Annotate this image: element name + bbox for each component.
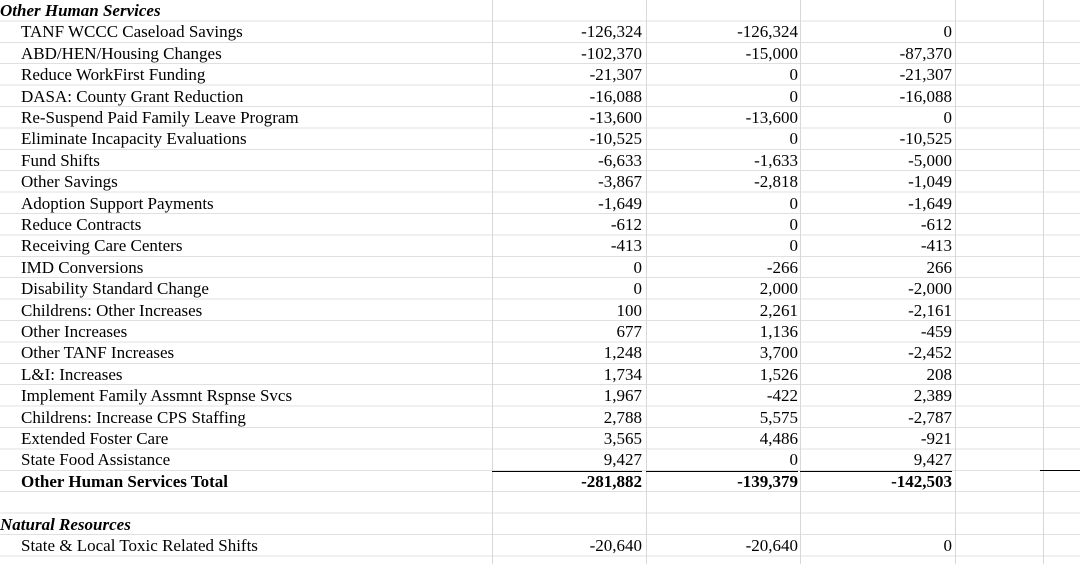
value-cell-col3[interactable]: -87,370 xyxy=(899,43,952,63)
value-cell-col2[interactable]: 1,526 xyxy=(759,364,798,384)
value-cell-col2[interactable]: -1,633 xyxy=(754,150,798,170)
table-row xyxy=(0,214,1080,235)
row-label[interactable]: Extended Foster Care xyxy=(21,429,169,448)
row-label[interactable]: Childrens: Increase CPS Staffing xyxy=(21,407,246,427)
row-label[interactable]: Childrens: Other Increases xyxy=(21,300,203,320)
row-label[interactable]: Receiving Care Centers xyxy=(21,236,183,256)
value-cell-col3[interactable]: 0 xyxy=(943,108,952,127)
value-cell-col1[interactable]: -6,633 xyxy=(598,150,642,170)
row-label[interactable]: Adoption Support Payments xyxy=(21,193,214,213)
value-cell-col2[interactable]: 4,486 xyxy=(759,429,798,448)
value-cell-col1[interactable]: 1,248 xyxy=(603,343,642,363)
row-label[interactable]: Re-Suspend Paid Family Leave Program xyxy=(21,108,299,127)
value-cell-col2[interactable]: 0 xyxy=(646,449,798,471)
row-label[interactable]: Implement Family Assmnt Rspnse Svcs xyxy=(21,386,293,406)
value-cell-col1[interactable]: 3,565 xyxy=(603,429,642,448)
table-row xyxy=(0,21,1080,42)
value-cell-col3[interactable]: 208 xyxy=(926,364,952,384)
value-cell-col1[interactable]: -281,882 xyxy=(581,471,642,491)
table-row xyxy=(0,128,1080,149)
value-cell-col1[interactable]: 100 xyxy=(616,300,642,320)
row-label[interactable]: DASA: County Grant Reduction xyxy=(21,86,244,106)
value-cell-col3[interactable]: 2,389 xyxy=(913,386,952,406)
table-row xyxy=(0,107,1080,128)
table-row xyxy=(0,86,1080,107)
value-cell-col1[interactable]: 1,967 xyxy=(603,386,642,406)
value-cell-col3[interactable]: -21,307 xyxy=(899,65,952,85)
table-row xyxy=(0,449,1080,470)
table-row xyxy=(0,193,1080,214)
value-cell-col2[interactable]: 2,261 xyxy=(759,300,798,320)
value-cell-col2[interactable]: -126,324 xyxy=(737,22,798,42)
value-cell-col1[interactable]: -16,088 xyxy=(589,86,642,106)
value-cell-col1[interactable]: 0 xyxy=(633,257,642,277)
table-row xyxy=(0,364,1080,385)
value-cell-col1[interactable]: -612 xyxy=(610,215,642,234)
row-label[interactable]: Reduce WorkFirst Funding xyxy=(21,65,206,85)
value-cell-col3[interactable]: -1,049 xyxy=(908,172,952,192)
value-cell-col2[interactable]: 0 xyxy=(789,129,798,149)
value-cell-col3[interactable]: -2,161 xyxy=(908,300,952,320)
value-cell-col3[interactable]: 0 xyxy=(943,536,952,555)
value-cell-col3[interactable]: -142,503 xyxy=(891,471,952,491)
section-header-row xyxy=(0,514,1080,535)
row-label[interactable]: Eliminate Incapacity Evaluations xyxy=(21,129,247,149)
table-row xyxy=(0,257,1080,278)
table-row xyxy=(0,278,1080,299)
value-cell-col1[interactable]: -1,649 xyxy=(598,193,642,213)
row-label[interactable]: Disability Standard Change xyxy=(21,279,209,299)
value-cell-col1[interactable]: 1,734 xyxy=(603,364,642,384)
value-cell-col1[interactable]: -13,600 xyxy=(589,108,642,127)
value-cell-col3[interactable]: -5,000 xyxy=(908,150,952,170)
row-label[interactable]: State Food Assistance xyxy=(21,450,171,470)
table-row xyxy=(0,235,1080,256)
section-title[interactable]: Other Human Services xyxy=(0,1,161,20)
row-label[interactable]: Reduce Contracts xyxy=(21,215,142,234)
value-cell-col2[interactable]: 0 xyxy=(789,193,798,213)
row-label[interactable]: Other Increases xyxy=(21,322,128,341)
value-cell-col2[interactable]: -20,640 xyxy=(745,536,798,555)
value-cell-col1[interactable]: -126,324 xyxy=(581,22,642,42)
section-header-row xyxy=(0,0,1080,21)
value-cell-col2[interactable]: 3,700 xyxy=(759,343,798,363)
table-row xyxy=(0,342,1080,363)
value-cell-col3[interactable]: -921 xyxy=(920,429,952,448)
value-cell-col3[interactable]: -2,000 xyxy=(908,279,952,299)
value-cell-col1[interactable]: 9,427 xyxy=(492,449,642,471)
row-label[interactable]: Other TANF Increases xyxy=(21,343,175,363)
value-cell-col2[interactable]: -15,000 xyxy=(745,43,798,63)
table-row xyxy=(0,535,1080,556)
table-row xyxy=(0,428,1080,449)
value-cell-col2[interactable]: 5,575 xyxy=(759,407,798,427)
value-cell-col2[interactable]: 0 xyxy=(789,86,798,106)
value-cell-col3[interactable]: -16,088 xyxy=(899,86,952,106)
row-label[interactable]: State & Local Toxic Related Shifts xyxy=(21,536,258,555)
total-row xyxy=(0,471,1080,492)
value-cell-col1[interactable]: -21,307 xyxy=(589,65,642,85)
row-label[interactable]: L&I: Increases xyxy=(21,364,123,384)
value-cell-col1[interactable]: 2,788 xyxy=(603,407,642,427)
value-cell-col2[interactable]: -266 xyxy=(766,257,798,277)
value-cell-col1[interactable]: -102,370 xyxy=(581,43,642,63)
table-row xyxy=(0,64,1080,85)
row-label[interactable]: Other Human Services Total xyxy=(21,471,228,491)
value-cell-col3[interactable]: -612 xyxy=(920,215,952,234)
value-cell-col2[interactable]: -2,818 xyxy=(754,172,798,192)
value-cell-col3[interactable]: -459 xyxy=(920,322,952,341)
row-label[interactable]: ABD/HEN/Housing Changes xyxy=(21,43,222,63)
table-row xyxy=(0,150,1080,171)
row-label[interactable]: TANF WCCC Caseload Savings xyxy=(21,22,243,42)
value-cell-col2[interactable]: -139,379 xyxy=(737,471,798,491)
value-cell-col1[interactable]: 677 xyxy=(616,322,642,341)
value-cell-col2[interactable]: 0 xyxy=(789,215,798,234)
value-cell-col3[interactable]: -2,452 xyxy=(908,343,952,363)
value-cell-col1[interactable]: -20,640 xyxy=(589,536,642,555)
value-cell-col3[interactable]: -1,649 xyxy=(908,193,952,213)
value-cell-col2[interactable]: 1,136 xyxy=(759,322,798,341)
row-label[interactable]: IMD Conversions xyxy=(21,257,144,277)
value-cell-col1[interactable]: 0 xyxy=(633,279,642,299)
table-row xyxy=(0,171,1080,192)
section-title[interactable]: Natural Resources xyxy=(0,514,131,534)
row-label[interactable]: Fund Shifts xyxy=(21,150,100,170)
value-cell-col3[interactable]: -413 xyxy=(920,236,952,256)
table-row xyxy=(0,407,1080,428)
table-row xyxy=(0,300,1080,321)
value-cell-col1[interactable]: -413 xyxy=(610,236,642,256)
value-cell-col2[interactable]: -422 xyxy=(766,386,798,406)
value-cell-col2[interactable]: 0 xyxy=(789,236,798,256)
value-cell-col3[interactable]: 0 xyxy=(943,22,952,42)
value-cell-col3[interactable]: 266 xyxy=(926,257,952,277)
table-row xyxy=(0,321,1080,342)
value-cell-col2[interactable]: 0 xyxy=(789,65,798,85)
value-cell-col2[interactable]: -13,600 xyxy=(745,108,798,127)
table-row xyxy=(0,43,1080,64)
value-cell-col1[interactable]: -10,525 xyxy=(589,129,642,149)
table-row xyxy=(0,385,1080,406)
value-cell-col2[interactable]: 2,000 xyxy=(759,279,798,299)
value-cell-col3[interactable]: 9,427 xyxy=(800,449,952,471)
row-label[interactable]: Other Savings xyxy=(21,172,118,192)
value-cell-col3[interactable]: -10,525 xyxy=(899,129,952,149)
value-cell-col1[interactable]: -3,867 xyxy=(598,172,642,192)
value-cell-col3[interactable]: -2,787 xyxy=(908,407,952,427)
